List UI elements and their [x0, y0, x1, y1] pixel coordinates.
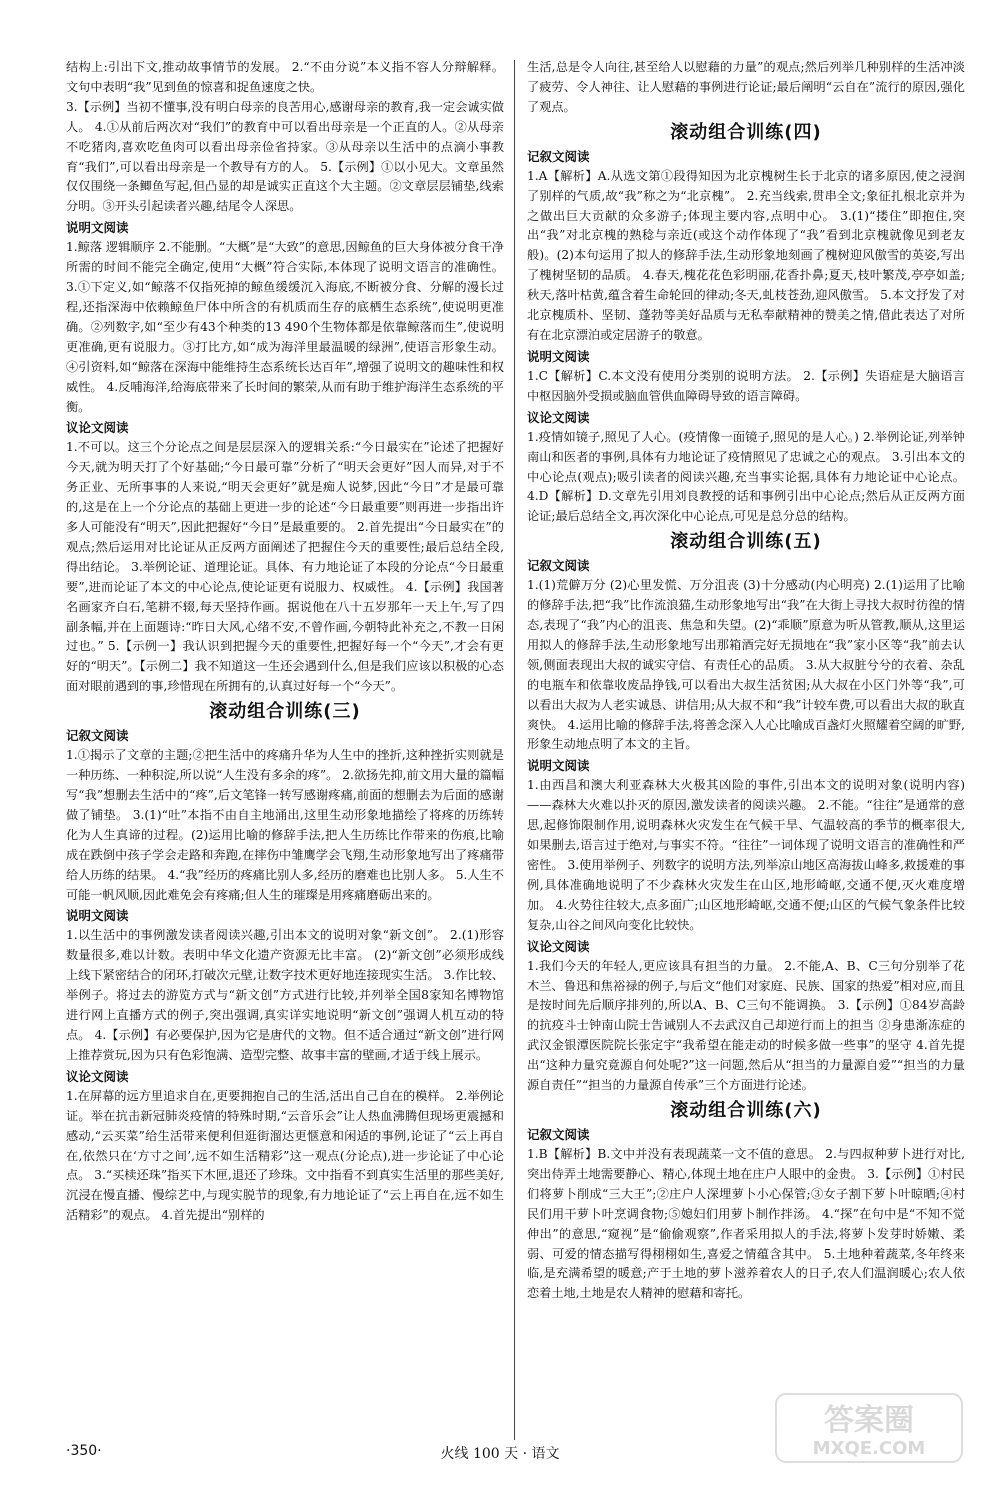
section-title-5: 滚动组合训练(五) [670, 531, 822, 553]
left-para-1: 结构上:引出下文,推动故事情节的发展。 2.“不由分说”本义指不容人分辩解释。文句中表明“我”见到鱼的惊喜和捉鱼速度之快。 [66, 60, 504, 94]
right-para-2: 1.A【解析】A.从选文第①段得知因为北京槐树生长于北京的诸多原因,使之浸润了别样的气质,故“我”称之为“北京槐”。 2.充当线索,贯串全文;象征扎根北京并为之做出巨大贡献的众多游子;体现主要内容,点明中心。 3.(1)“搂住”即抱住,突出“我”对北京槐的熟稔与亲近(或这个动作体现了“我”看到北京槐就像见到老友般)。(2)本句运用了拟人的修辞手法,生动形象地刻画了槐树迎风傲雪的英姿,写出了槐树坚韧的品质。 4.春天,槐花花色彩明丽,花香扑鼻;夏天,枝叶繁茂,亭亭如盖;秋天,落叶枯黄,蕴含着生命轮回的律动;冬天,虬枝苍劲,迎风傲雪。 5.本文抒发了对北京槐质朴、坚韧、蓬勃等美好品质与无私奉献精神的赞美之情,借此表达了对所有在北京漂泊或定居游子的敬意。 [527, 168, 965, 342]
watermark-line-1: 答案圈 [824, 1403, 914, 1438]
subheading-expository-4: 说明文阅读 [527, 348, 590, 364]
subheading-expository-5: 说明文阅读 [527, 758, 590, 774]
right-para-3: 1.C【解析】C.本文没有使用分类别的说明方法。 2.【示例】失语症是大脑语言中枢因脑外受损或脑血管供血障碍导致的语言障碍。 [527, 368, 965, 403]
left-column [66, 58, 504, 1226]
page-number: ·350· [66, 1443, 102, 1459]
right-para-5: 1.(1)荒僻万分 (2)心里发慌、万分沮丧 (3)十分感动(内心明亮) 2.(1)运用了比喻的修辞手法,把“我”比作流浪猫,生动形象地写出“我”在大街上寻找大叔时彷徨的情态,表现了“我”内心的沮丧、焦急和失望。(2)“乖顺”原意为听从管教,顺从,这里运用拟人的修辞手法,生动形象地写出那箱酒完好无损地在“我”家小区等“我”前去认领,侧面表现出大叔的诚实守信、有责任心的品质。 3.从大叔脏兮兮的衣着、杂乱的电瓶车和依靠收废品挣钱,可以看出大叔生活贫困;从大叔在小区门外等“我”,可以看出大叔为人老实诚恳、讲信用;从大叔不和“我”计较车费,可以看出大叔的耿直爽快。 4.运用比喻的修辞手法,将善念深入人心比喻成百盏灯火照耀着空阔的旷野,形象生动地点明了本文的主旨。 [527, 578, 965, 752]
right-para-1: 生活,总是令人向往,甚至给人以慰藉的力量”的观点;然后列举几种别样的生活冲淡了疲劳、令人神往、让人慰藉的事例进行论证;最后阐明“云自在”流行的原因,强化了观点。 [527, 60, 965, 114]
subheading-argumentative-3: 议论文阅读 [66, 1068, 129, 1084]
left-para-3: 1.鲸落 逻辑顺序 2.不能删。“大概”是“大致”的意思,因鲸鱼的巨大身体被分食干净所需的时间不能完全确定,使用“大概”符合实际,本体现了说明文语言的准确性。 3.①下定义,如“鲸落不仅指死掉的鲸鱼缓缓沉入海底,不断被分食、分解的漫长过程,还指深海中依赖鲸鱼尸体中所含的有机质而生存的底栖生态系统”,使说明更准确。②列数字,如“至少有43个种类的13 490个生物体都是依靠鲸落而生”,使说明更准确,更有说服力。③打比方,如“成为海洋里最温暖的绿洲”,使语言形象生动。④引资料,如“鲸落在深海中能维持生态系统长达百年”,增强了说明文的趣味性和权威性。 4.反哺海洋,给海底带来了长时间的繁荣,从而有助于维护海洋生态系统的平衡。 [66, 240, 504, 414]
right-para-4: 1.疫情如镜子,照见了人心。(疫情像一面镜子,照见的是人心。) 2.举例论证,列举钟南山和医者的事例,具体有力地论证了疫情照见了忠诚之心的观点。 3.引出本文的中心论点(观点);吸引读者的阅读兴趣,充当事实论据,具体有力地论证中心论点。 4.D【解析】D.文章先引用刘良教授的话和事例引出中心论点;然后从正反两方面论证;最后总结全文,再次深化中心论点,可见是总分总的结构。 [527, 429, 965, 524]
left-para-6: 1.以生活中的事例激发读者阅读兴趣,引出本文的说明对象“新文创”。 2.(1)形容数量很多,难以计数。表明中华文化遗产资源无比丰富。 (2)“新文创”必须形成线上线下紧密结合的闭环,打破次元壁,让数字技术更好地连接现实生活。 3.作比较、举例子。将过去的游览方式与“新文创”方式进行比较,并列举全国8家知名博物馆进行网上直播方式的例子,突出强调,真实详实地说明“新文创”强调人机互动的特点。 4.【示例】有必要保护,因为它是唐代的文物。但不适合通过“新文创”进行网上推荐赏玩,因为只有色彩饱满、造型完整、故事丰富的壁画,才适于线上展示。 [66, 928, 504, 1062]
watermark-line-2: MXQE.COM [812, 1438, 926, 1459]
left-para-7: 1.在屏幕的远方里追求自在,更要拥抱自己的生活,活出自己自在的模样。 2.举例论证。举在抗击新冠肺炎疫情的特殊时期,“云音乐会”让人热血沸腾但现场更震撼和感动,“云买菜”给生活带来便利但逛街溜达更惬意和闲适的事例,论证了“云上再自在,依然只在‘方寸之间’,远不如生活精彩”这一观点(分论点),进一步论证了中心论点。 3.“买椟还珠”指买下木匣,退还了珍珠。文中指看不到真实生活里的那些美好,沉浸在慢直播、慢综艺中,与现实脱节的现象,有力地论证了“云上再自在,远不如生活精彩”的观点。 4.首先提出“别样的 [66, 1088, 504, 1223]
column-divider [514, 60, 515, 1440]
section-title-3: 滚动组合训练(三) [209, 701, 361, 723]
subheading-expository-3: 说明文阅读 [66, 908, 129, 924]
watermark-logo [774, 1392, 964, 1464]
section-title-6: 滚动组合训练(六) [670, 1099, 822, 1121]
subheading-expository-1: 说明文阅读 [66, 220, 129, 236]
subheading-narrative-3: 记叙文阅读 [66, 728, 129, 744]
subheading-argumentative-4: 议论文阅读 [527, 409, 590, 425]
subheading-narrative-5: 记叙文阅读 [527, 558, 590, 574]
subheading-narrative-6: 记叙文阅读 [527, 1126, 590, 1142]
left-para-5: 1.①揭示了文章的主题;②把生活中的疼痛升华为人生中的挫折,这种挫折实则就是一种历练、一种积淀,所以说“人生没有多余的疼”。 2.欲扬先抑,前文用大量的篇幅写“我”想删去生活中的“疼”,后文笔锋一转写感谢疼痛,前面的想删去为后面的感谢做了铺垫。 3.(1)“吐”本指不由自主地涌出,这里生动形象地描绘了将疼的历练转化为人生真谛的过程。(2)运用比喻的修辞手法,把人生历练比作带来的伤痕,比喻成在跌倒中孩子学会走路和奔跑,在摔伤中雏鹰学会飞翔,生动形象地写出了疼痛带给人历练的结果。 4.“我”经历的疼痛比别人多,经历的磨难也比别人多。 5.人生不可能一帆风顺,因此难免会有疼痛;但人生的璀璨是用疼痛磨砺出来的。 [66, 748, 504, 902]
right-para-6: 1.由西昌和澳大利亚森林大火极其凶险的事件,引出本文的说明对象(说明内容)——森林大火难以扑灭的原因,激发读者的阅读兴趣。 2.不能。“往往”是通常的意思,起修饰限制作用,说明森林火灾发生在气候干旱、气温较高的季节的概率很大,如果删去,语言过于绝对,与事实不符。“往往”一词体现了说明文语言的准确性和严密性。 3.使用举例子、列数字的说明方法,列举凉山地区高海拔山峰多,救援难的事例,具体准确地说明了不少森林火灾发生在山区,地形崎岖,交通不便,灭火难度增加。 4.火势往往较大,点多面广;山区地形崎岖,交通不便;山区的气候气象条件比较复杂,山谷之间风向变化比较快。 [527, 778, 965, 932]
subheading-narrative-4: 记叙文阅读 [527, 148, 590, 164]
left-para-4: 1.不可以。这三个分论点之间是层层深入的逻辑关系:“今日最实在”论述了把握好今天,就为明天打了个好基础;“今日最可靠”分析了“明天会更好”因人而异,对于不务正业、无所事事的人来说,“明天会更好”就是痴人说梦,因此“今日”才是最可靠的,这是在上一个分论点的基础上更进一步的论述“今日最重要”则再进一步指出许多人可能没有“明天”,因此把握好“今日”是最重要的。 2.首先提出“今日最实在”的观点;然后运用对比论证从正反两方面阐述了把握住今天的重要性;最后总结全段,得出结论。 3.举例论证、道理论证。具体、有力地论证了本段的分论点“今日最重要”,进而论证了本文的中心论点,使论证更有说服力、权威性。 4.【示例】我国著名画家齐白石,笔耕不辍,每天坚持作画。据说他在八十五岁那年一天上午,写了四副条幅,并在上面题诗:“昨日大风,心绪不安,不曾作画,今朝特此补充之,不教一日闲过也。” 5.【示例一】我认识到把握今天的重要性,把握好每一个“今天”,才会有更好的“明天”。【示例二】我不知道这一生还会遇到什么,但是我们应该以积极的心态面对眼前遇到的事,珍惜现在所拥有的,认真过好每一个“今天”。 [66, 440, 504, 694]
right-column [527, 58, 965, 1304]
section-title-4: 滚动组合训练(四) [670, 121, 822, 143]
subheading-argumentative-1: 议论文阅读 [66, 420, 129, 436]
right-para-7: 1.我们今天的年轻人,更应该具有担当的力量。 2.不能,A、B、C三句分别举了花木兰、鲁迅和焦裕禄的例子,与后文“他们对家庭、民族、国家的热爱”相对应,而且是按时间先后顺序排列的,所以A、B、C三句不能调换。 3.【示例】①84岁高龄的抗疫斗士钟南山院士告诫别人不去武汉自己却逆行而上的担当 ②身患渐冻症的武汉金银潭医院院长张定宇“我希望在能走动的时候多做一些事”的坚守 4.首先提出“这种力量究竟源自何处呢?”这一问题,然后从“担当的力量源自爱”“担当的力量源自责任”“担当的力量源自传承”三个方面进行论述。 [527, 958, 965, 1093]
right-para-8: 1.B【解析】B.文中并没有表现蔬菜一文不值的意思。 2.与四叔种萝卜进行对比,突出侍弄土地需要静心、精心,体现土地在庄户人眼中的金贵。 3.【示例】①村民们将萝卜削成“三大王”;②庄户人深埋萝卜小心保管;③女子割下萝卜叶晾晒;④村民们用干萝卜叶烹调食物;⑤媳妇们用萝卜制作拌汤。 4.“探”在句中是“不知不觉伸出”的意思,“窥视”是“偷偷观察”,作者采用拟人的手法,将萝卜发芽时娇嫩、柔弱、可爱的情态描写得栩栩如生,喜爱之情蕴含其中。 5.土地种着蔬菜,冬年终来临,是充满希望的暖意;产于土地的萝卜滋养着农人的日子,农人们温润暖心;农人依恋着土地,土地是农人精神的慰藉和寄托。 [527, 1146, 965, 1301]
subheading-argumentative-5: 议论文阅读 [527, 938, 590, 954]
left-para-2: 3.【示例】当初不懂事,没有明白母亲的良苦用心,感谢母亲的教育,我一定会诚实做人。 4.①从前后两次对“我们”的教育中可以看出母亲是一个正直的人。②从母亲不吃猪肉,喜欢吃鱼肉可以看出母亲俭省持家。③从母亲以生活中的点滴小事教育“我们”,可以看出母亲是一个教导有方的人。 5.【示例】①以小见大。文章虽然仅仅围绕一条鲫鱼写起,但凸显的却是诚实正直这个大主题。②文章层层铺垫,线索分明。③开头引起读者兴趣,结尾令人深思。 [66, 99, 504, 214]
footer-book-title: 火线 100 天 · 语文 [440, 1446, 560, 1462]
